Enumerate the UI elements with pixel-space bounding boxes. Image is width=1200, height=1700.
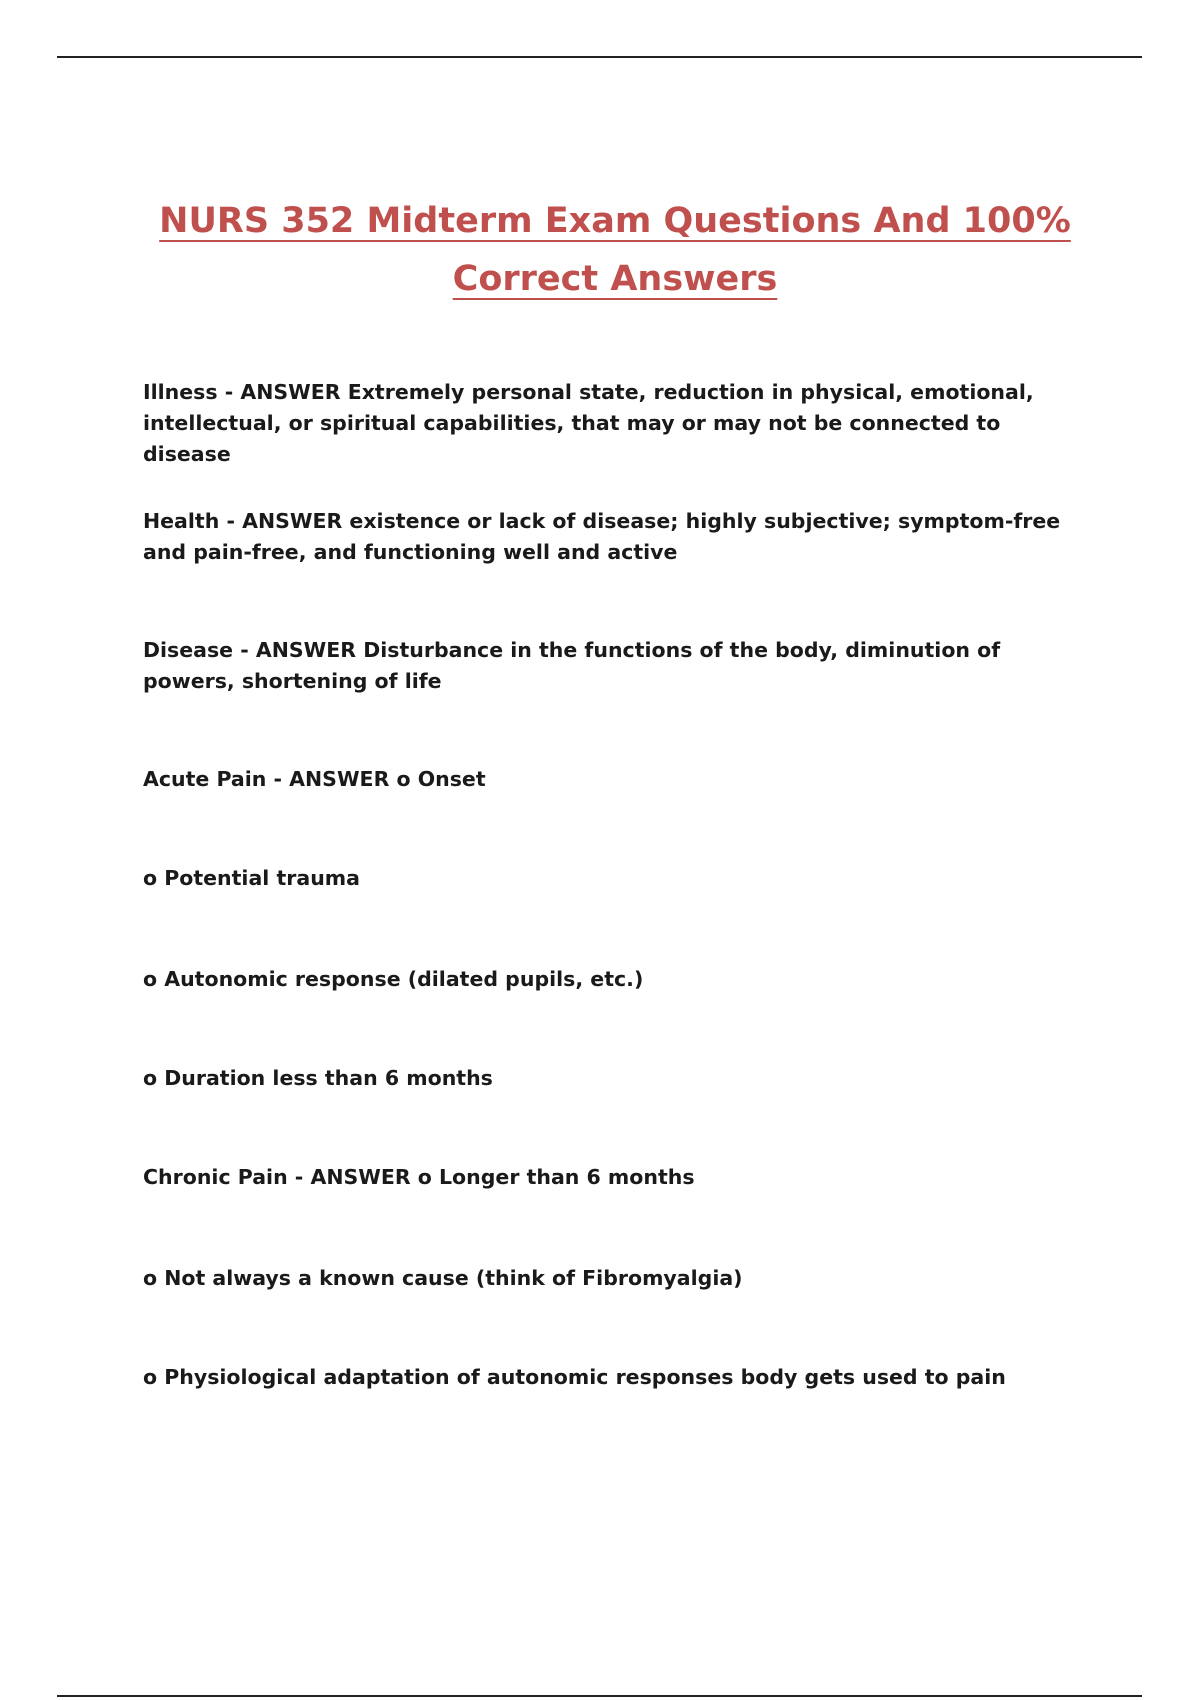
title-line-2: Correct Answers xyxy=(452,259,778,299)
entry-autonomic-response: o Autonomic response (dilated pupils, etc.) xyxy=(143,967,644,991)
document-title xyxy=(130,192,1100,308)
entry-acute-pain: Acute Pain - ANSWER o Onset xyxy=(143,767,486,791)
entry-potential-trauma: o Potential trauma xyxy=(143,866,360,890)
footer-rule xyxy=(57,1695,1142,1697)
entry-health: Health - ANSWER existence or lack of disease; highly subjective; symptom-free and pain-free, and functioning well and active xyxy=(143,509,1061,564)
entry-unknown-cause: o Not always a known cause (think of Fibromyalgia) xyxy=(143,1266,743,1290)
title-line-1: NURS 352 Midterm Exam Questions And 100% xyxy=(159,201,1071,241)
entry-duration: o Duration less than 6 months xyxy=(143,1066,493,1090)
header-rule xyxy=(57,56,1142,58)
entry-physiological-adaptation: o Physiological adaptation of autonomic responses body gets used to pain xyxy=(143,1365,1006,1389)
entry-illness: Illness - ANSWER Extremely personal state, reduction in physical, emotional, intellectual, or spiritual capabilities, that may or may not be connected to disease xyxy=(143,380,1034,466)
entry-disease: Disease - ANSWER Disturbance in the functions of the body, diminution of powers, shortening of life xyxy=(143,638,1001,693)
entry-chronic-pain: Chronic Pain - ANSWER o Longer than 6 months xyxy=(143,1165,695,1189)
